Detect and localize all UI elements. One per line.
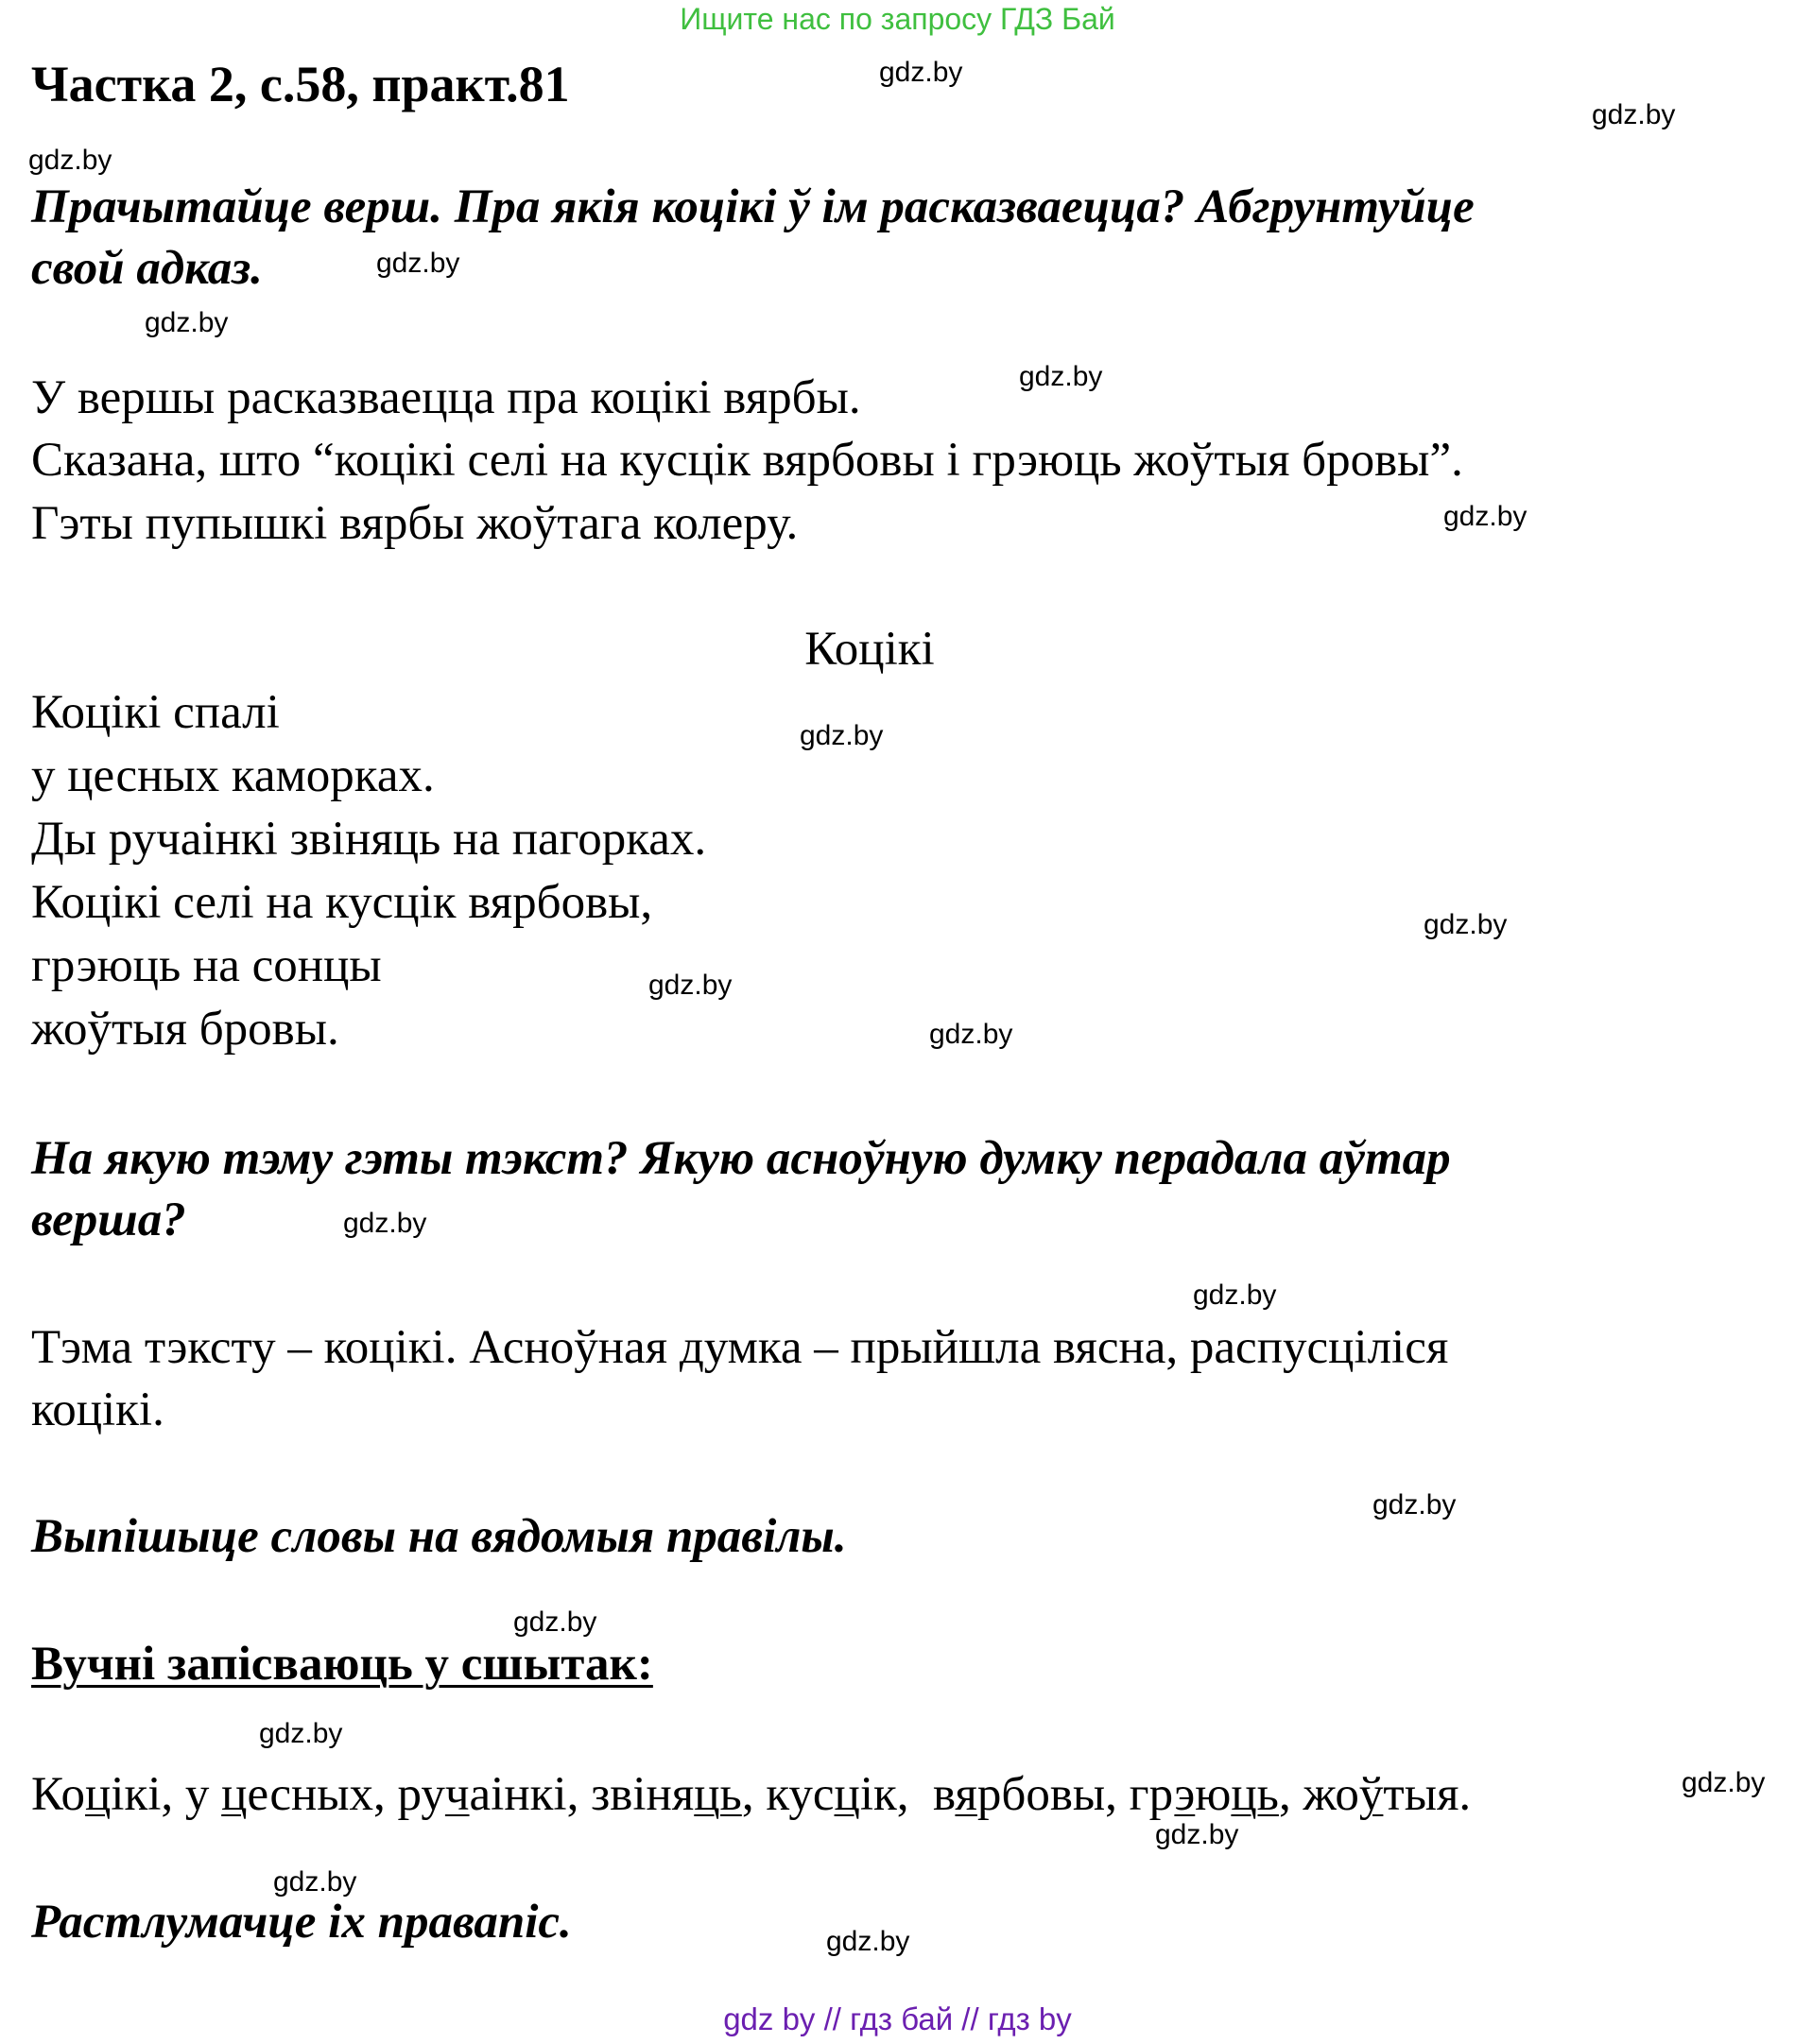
task-1-line-2: свой адказ. xyxy=(31,242,263,295)
answer-1-line-3: Гэты пупышкі вярбы жоўтага колеру. xyxy=(31,497,799,550)
watermark: gdz.by xyxy=(1155,1819,1239,1850)
watermark: gdz.by xyxy=(513,1606,597,1638)
watermark: gdz.by xyxy=(826,1926,910,1957)
task-2-line-2: верша? xyxy=(31,1194,186,1246)
poem-line-3: Ды ручаінкі звіняць на пагорках. xyxy=(31,813,707,866)
word-fragment: тыя. xyxy=(1383,1768,1472,1821)
underlined-letter: ў xyxy=(1358,1768,1384,1821)
poem-title: Коцікі xyxy=(804,623,935,676)
answer-2-line-1: Тэма тэксту – коцікі. Асноўная думка – прыйшла вясна, распусціліся xyxy=(31,1321,1449,1374)
underlined-letter: ч xyxy=(444,1768,470,1821)
task-1-line-1: Прачытайце верш. Пра якія коцікі ў ім расказваецца? Абгрунтуйце xyxy=(31,180,1475,233)
watermark: gdz.by xyxy=(800,720,884,751)
answer-1-line-2: Сказана, што “коцікі селі на кусцік вярбовы і грэюць жоўтыя бровы”. xyxy=(31,434,1463,487)
poem-line-5: грэюць на сонцы xyxy=(31,939,382,992)
answer-1-line-1: У вершы расказваецца пра коцікі вярбы. xyxy=(31,371,861,424)
task-4: Растлумачце іх правапіс. xyxy=(31,1896,572,1949)
underlined-letter: ць xyxy=(694,1768,742,1821)
word-fragment: , кус xyxy=(741,1768,835,1821)
notebook-heading: Вучні запісваюць у сшытак: xyxy=(31,1638,653,1691)
watermark: gdz.by xyxy=(929,1019,1013,1050)
watermark: gdz.by xyxy=(376,248,460,279)
word-fragment: ік, в xyxy=(859,1768,956,1821)
watermark: gdz.by xyxy=(145,307,229,338)
task-3: Выпішыце словы на вядомыя правілы. xyxy=(31,1510,847,1563)
answer-2-line-2: коцікі. xyxy=(31,1383,164,1436)
poem-line-4: Коцікі селі на кусцік вярбовы, xyxy=(31,876,653,929)
underlined-words-line xyxy=(31,1767,1471,1822)
watermark: gdz.by xyxy=(1372,1489,1457,1520)
watermark: gdz.by xyxy=(648,970,733,1001)
word-fragment: аінкі, звіня xyxy=(469,1768,695,1821)
word-fragment: есных, ру xyxy=(247,1768,445,1821)
page-title: Частка 2, с.58, практ.81 xyxy=(31,56,570,112)
poem-line-2: у цесных каморках. xyxy=(31,749,435,802)
watermark: gdz.by xyxy=(343,1208,427,1239)
underlined-letter: я xyxy=(955,1768,977,1821)
poem-line-1: Коцікі спалі xyxy=(31,686,280,739)
word-fragment: ікі, у xyxy=(111,1768,222,1821)
watermark: gdz.by xyxy=(28,145,112,176)
watermark: gdz.by xyxy=(879,57,963,88)
watermark: gdz.by xyxy=(259,1718,343,1749)
underlined-letter: ц xyxy=(221,1768,248,1821)
task-2-line-1: На якую тэму гэты тэкст? Якую асноўную думку перадала аўтар xyxy=(31,1132,1451,1185)
poem-line-6: жоўтыя бровы. xyxy=(31,1003,339,1056)
word-fragment: ю xyxy=(1195,1768,1232,1821)
word-fragment: Ко xyxy=(31,1768,85,1821)
search-banner: Ищите нас по запросу ГДЗ Бай xyxy=(680,2,1115,36)
watermark: gdz.by xyxy=(1193,1280,1277,1311)
watermark: gdz.by xyxy=(1443,501,1527,532)
watermark: gdz.by xyxy=(1682,1767,1766,1798)
underlined-letter: ц xyxy=(834,1768,860,1821)
word-fragment: рбовы, гр xyxy=(976,1768,1175,1821)
word-fragment: , жо xyxy=(1278,1768,1359,1821)
underlined-letter: ц xyxy=(84,1768,112,1821)
watermark: gdz.by xyxy=(1019,361,1103,392)
watermark: gdz.by xyxy=(273,1866,357,1898)
underlined-letter: ць xyxy=(1231,1768,1279,1821)
watermark: gdz.by xyxy=(1424,909,1508,940)
footer-links: gdz by // гдз бай // гдз by xyxy=(723,2001,1072,2036)
watermark: gdz.by xyxy=(1592,99,1676,130)
underlined-letter: э xyxy=(1174,1768,1196,1821)
